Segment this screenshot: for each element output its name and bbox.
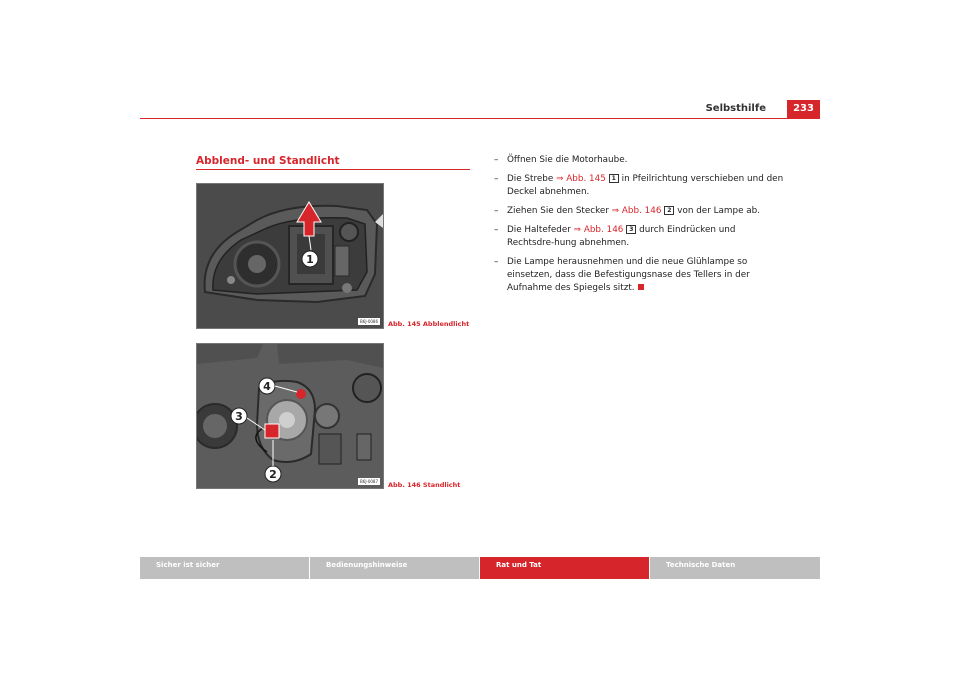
- callout-marker: 1: [609, 174, 619, 183]
- svg-text:1: 1: [306, 253, 314, 266]
- step-dash: –: [494, 155, 499, 165]
- figure-reference-link[interactable]: ⇒ Abb. 146: [611, 206, 662, 216]
- step-dash: –: [494, 225, 499, 235]
- footer-tab-rat-und-tat[interactable]: Rat und Tat: [480, 557, 649, 579]
- spring-highlight: [296, 389, 306, 399]
- figure-caption: Abb. 145 Abblendlicht: [388, 320, 470, 328]
- step-item: [494, 154, 784, 167]
- end-of-section-icon: [638, 284, 644, 290]
- footer-tab-bedienungshinweise[interactable]: Bedienungshinweise: [310, 557, 479, 579]
- section-title: Abblend- und Standlicht: [196, 155, 340, 167]
- step-item: [494, 224, 784, 250]
- figure-standlicht: [196, 343, 384, 489]
- figure-code: B6J-0087: [360, 479, 378, 484]
- footer-tab-sicher-ist-sicher[interactable]: Sicher ist sicher: [140, 557, 309, 579]
- figure-code: B6J-0086: [360, 319, 378, 324]
- figure-reference-link[interactable]: ⇒ Abb. 146: [573, 225, 624, 235]
- callout-marker: 2: [664, 206, 674, 215]
- header-title: Selbsthilfe: [705, 103, 766, 114]
- step-text: Die Haltefeder: [507, 225, 574, 235]
- figure-abblendlicht: [196, 183, 384, 329]
- header-rule: [140, 118, 820, 119]
- figure-reference-link[interactable]: ⇒ Abb. 145: [556, 174, 606, 184]
- page-number: 233: [787, 100, 820, 118]
- step-text: in Pfeilrichtung verschieben und den Deckel abnehmen.: [507, 174, 784, 197]
- figure-caption: Abb. 146 Standlicht: [388, 481, 461, 489]
- step-dash: –: [494, 174, 499, 184]
- footer-tab-technische-daten[interactable]: Technische Daten: [650, 557, 820, 579]
- headlight-rear-illustration: [197, 184, 383, 328]
- step-dash: –: [494, 206, 499, 216]
- step-dash: –: [494, 257, 499, 267]
- svg-text:4: 4: [263, 380, 271, 393]
- svg-text:2: 2: [269, 468, 277, 481]
- headlight-closeup-illustration: [197, 344, 383, 488]
- section-rule: [196, 169, 470, 170]
- step-text: Die Lampe herausnehmen und die neue Glühlampe so einsetzen, dass die Befestigungsnase des Tellers in der Aufnahme des Spiegels sitzt.: [507, 257, 750, 293]
- step-text: von der Lampe ab.: [674, 206, 761, 216]
- callout-marker: 3: [626, 225, 636, 234]
- step-item: [494, 205, 784, 218]
- step-text: Öffnen Sie die Motorhaube.: [507, 155, 628, 165]
- step-text: durch Eindrücken und Rechtsdre-hung abnehmen.: [507, 225, 736, 248]
- step-text: Ziehen Sie den Stecker: [507, 206, 612, 216]
- step-item: [494, 173, 784, 199]
- step-item: [494, 256, 784, 295]
- step-text: Die Strebe: [507, 174, 557, 184]
- instruction-steps: [494, 154, 784, 301]
- svg-text:3: 3: [235, 410, 243, 423]
- connector-highlight: [265, 424, 279, 438]
